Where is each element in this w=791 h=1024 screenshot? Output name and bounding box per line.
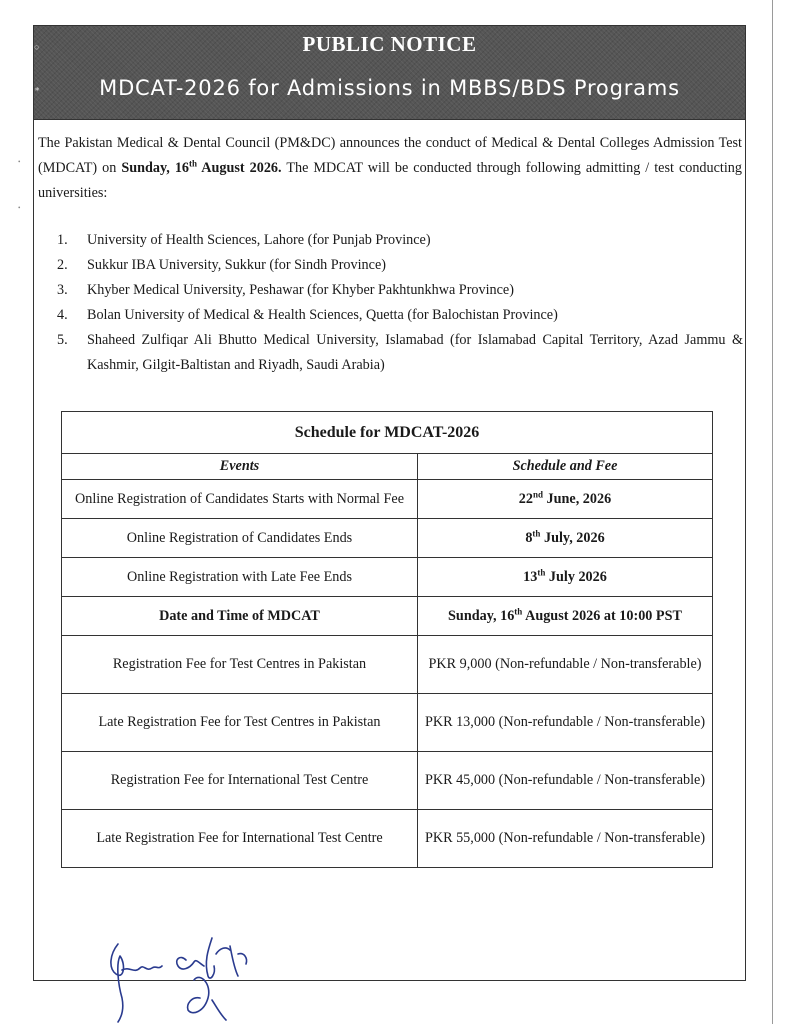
- intro-text: The Pakistan Medical & Dental Council (PM&DC) announces the conduct of Medical & Dental Colleges Admission Test (MDCAT) on: [38, 135, 742, 176]
- list-number: 2.: [57, 257, 68, 273]
- table-row: [62, 480, 713, 519]
- banner-mark: ∗: [34, 84, 41, 94]
- date-text: July 2026: [545, 568, 607, 585]
- table-row: [62, 694, 713, 752]
- list-number: 4.: [57, 307, 68, 323]
- list-number: 5.: [57, 332, 68, 348]
- list-text: Khyber Medical University, Peshawar (for Khyber Pakhtunkhwa Province): [87, 282, 514, 298]
- margin-mark: •: [18, 204, 21, 212]
- intro-date-rest: August 2026.: [197, 160, 282, 176]
- schedule-header: Schedule and Fee: [418, 454, 713, 480]
- list-number: 1.: [57, 232, 68, 248]
- event-cell: Date and Time of MDCAT: [62, 597, 418, 636]
- notice-subtitle: MDCAT-2026 for Admissions in MBBS/BDS Programs: [99, 76, 680, 100]
- list-item: [57, 328, 743, 378]
- schedule-title: Schedule for MDCAT-2026: [62, 412, 713, 454]
- date-cell: [418, 597, 713, 636]
- table-row: [62, 810, 713, 868]
- table-row: [62, 636, 713, 694]
- list-text: University of Health Sciences, Lahore (for Punjab Province): [87, 232, 431, 248]
- event-cell: Online Registration of Candidates Ends: [62, 519, 418, 558]
- intro-paragraph: [38, 131, 742, 206]
- list-item: [57, 228, 743, 253]
- event-cell: Registration Fee for International Test Centre: [62, 752, 418, 810]
- date-cell: [418, 480, 713, 519]
- date-text: Sunday, 16: [448, 607, 515, 624]
- list-text: Shaheed Zulfiqar Ali Bhutto Medical University, Islamabad (for Islamabad Capital Territory, Azad Jammu & Kashmir, Gilgit-Baltistan and Riyadh, Saudi Arabia): [87, 332, 743, 373]
- table-row: [62, 519, 713, 558]
- list-number: 3.: [57, 282, 68, 298]
- date-sup: th: [537, 566, 546, 577]
- intro-text-2: The MDCAT will be conducted through following admitting / test conducting universities:: [38, 160, 742, 201]
- intro-date: [121, 160, 281, 176]
- date-text: August 2026 at 10:00 PST: [522, 607, 682, 624]
- list-text: Bolan University of Medical & Health Sciences, Quetta (for Balochistan Province): [87, 307, 558, 323]
- handwritten-signature: [96, 924, 286, 1024]
- event-cell: Late Registration Fee for International Test Centre: [62, 810, 418, 868]
- date-text: 13: [523, 568, 538, 585]
- margin-mark: •: [18, 158, 21, 166]
- date-text: July, 2026: [540, 529, 605, 546]
- fee-cell: PKR 45,000 (Non-refundable / Non-transferable): [418, 752, 713, 810]
- date-sup: th: [532, 527, 541, 538]
- university-list: [57, 228, 743, 378]
- table-row: [62, 597, 713, 636]
- date-cell: [418, 558, 713, 597]
- fee-cell: PKR 9,000 (Non-refundable / Non-transferable): [418, 636, 713, 694]
- fee-cell: PKR 13,000 (Non-refundable / Non-transferable): [418, 694, 713, 752]
- table-header-row: [62, 454, 713, 480]
- fee-cell: PKR 55,000 (Non-refundable / Non-transferable): [418, 810, 713, 868]
- schedule-table: [61, 411, 713, 868]
- event-cell: Late Registration Fee for Test Centres in Pakistan: [62, 694, 418, 752]
- banner-mark: ○: [34, 42, 40, 52]
- list-item: [57, 278, 743, 303]
- list-item: [57, 253, 743, 278]
- table-row: [62, 558, 713, 597]
- date-sup: th: [514, 605, 523, 616]
- event-cell: Registration Fee for Test Centres in Pakistan: [62, 636, 418, 694]
- date-text: 22: [518, 490, 533, 507]
- list-text: Sukkur IBA University, Sukkur (for Sindh Province): [87, 257, 386, 273]
- page-edge-rule: [772, 0, 773, 1024]
- events-header: Events: [62, 454, 418, 480]
- intro-date-day: Sunday, 16: [121, 160, 190, 176]
- event-cell: Online Registration of Candidates Starts with Normal Fee: [62, 480, 418, 519]
- intro-date-sup: th: [189, 158, 198, 169]
- date-cell: [418, 519, 713, 558]
- date-text: June, 2026: [543, 490, 612, 507]
- table-title-row: [62, 412, 713, 454]
- date-text: 8: [525, 529, 533, 546]
- table-row: [62, 752, 713, 810]
- date-sup: nd: [532, 488, 543, 499]
- list-item: [57, 303, 743, 328]
- notice-title: PUBLIC NOTICE: [302, 32, 477, 56]
- event-cell: Online Registration with Late Fee Ends: [62, 558, 418, 597]
- notice-banner: [33, 25, 746, 120]
